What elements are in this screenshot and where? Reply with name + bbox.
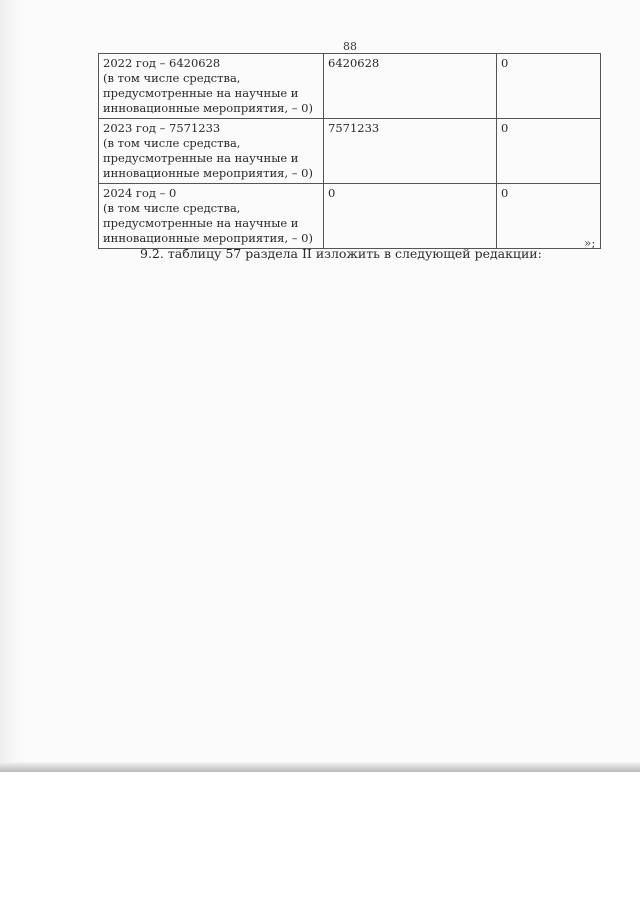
note-line: (в том числе средства,	[103, 201, 241, 215]
year-description-cell	[99, 184, 324, 249]
amount-cell: 6420628	[324, 54, 497, 119]
note-line: предусмотренные на научные и	[103, 216, 299, 230]
note-line: инновационные мероприятия, – 0)	[103, 101, 313, 115]
value-cell: 0	[497, 184, 601, 249]
year-description-cell	[99, 119, 324, 184]
note-line: (в том числе средства,	[103, 71, 241, 85]
note-line: инновационные мероприятия, – 0)	[103, 231, 313, 245]
note-line: инновационные мероприятия, – 0)	[103, 166, 313, 180]
value-cell: 0	[497, 54, 601, 119]
amount-cell: 0	[324, 184, 497, 249]
amount-cell: 7571233	[324, 119, 497, 184]
year-total: 2022 год – 6420628	[103, 56, 221, 70]
year-description-cell	[99, 54, 324, 119]
note-line: (в том числе средства,	[103, 136, 241, 150]
closing-quote: »;	[584, 236, 596, 250]
page-number: 88	[343, 40, 357, 53]
year-total: 2023 год – 7571233	[103, 121, 221, 135]
note-line: предусмотренные на научные и	[103, 151, 299, 165]
table-row	[99, 119, 601, 184]
value-cell: 0	[497, 119, 601, 184]
scan-edge-shadow	[0, 0, 24, 768]
year-total: 2024 год – 0	[103, 186, 177, 200]
table-row	[99, 54, 601, 119]
scan-bottom-edge	[0, 762, 640, 772]
table-row	[99, 184, 601, 249]
amendment-paragraph: 9.2. таблицу 57 раздела II изложить в следующей редакции:	[140, 246, 542, 261]
note-line: предусмотренные на научные и	[103, 86, 299, 100]
funding-table	[98, 53, 601, 249]
